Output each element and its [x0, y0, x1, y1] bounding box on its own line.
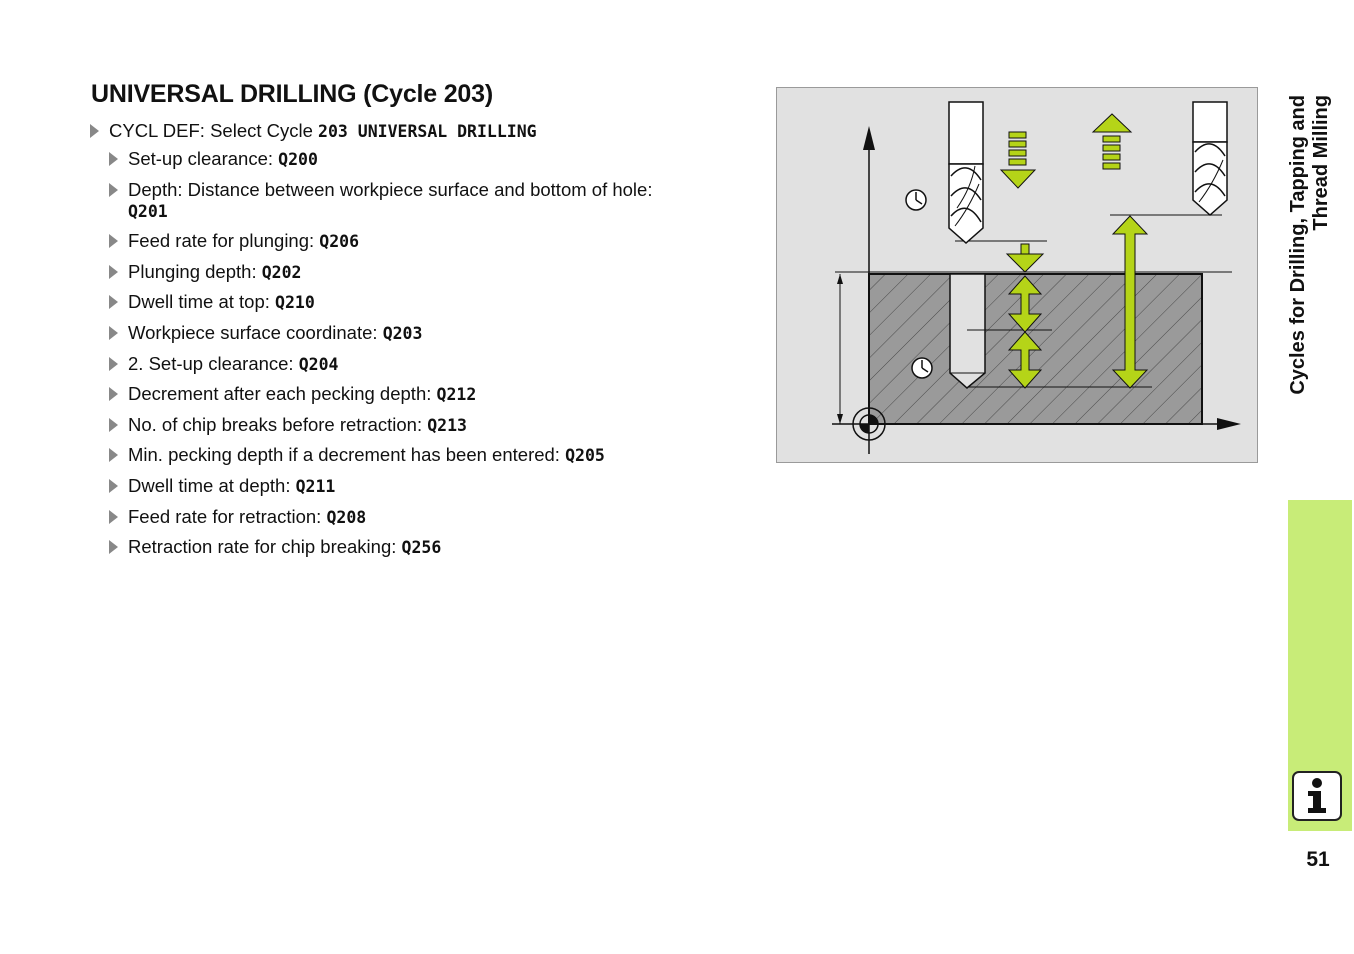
triangle-right-icon — [109, 418, 118, 432]
triangle-right-icon — [109, 152, 118, 166]
triangle-right-icon — [109, 387, 118, 401]
item-code: Q212 — [436, 385, 477, 405]
item-text: Feed rate for retraction: — [128, 505, 327, 527]
parameter-item — [109, 383, 740, 406]
item-code: Q205 — [565, 446, 605, 466]
item-text: 2. Set-up clearance: — [128, 352, 299, 374]
item-text: Set-up clearance: — [128, 148, 279, 169]
parameter-item — [109, 148, 740, 171]
triangle-right-icon — [109, 479, 118, 493]
triangle-right-icon — [109, 265, 118, 279]
triangle-right-icon — [109, 234, 118, 248]
item-code: Q200 — [278, 150, 318, 169]
parameter-item — [109, 536, 740, 559]
triangle-right-icon — [109, 295, 118, 309]
parameter-item — [109, 353, 740, 376]
item-code: Q204 — [298, 354, 339, 374]
page-number: 51 — [1306, 848, 1330, 871]
triangle-right-icon — [109, 183, 118, 197]
item-text: CYCL DEF: Select Cycle — [109, 120, 319, 141]
item-text: Min. pecking depth if a decrement has been entered: — [128, 444, 566, 466]
item-code: Q210 — [275, 293, 315, 313]
x-axis-arrow — [1217, 418, 1241, 430]
dwell-bottom-clock-icon — [912, 358, 932, 378]
parameter-item — [109, 475, 740, 498]
parameter-item — [109, 291, 740, 314]
item-code: Q201 — [128, 201, 168, 221]
item-text: Workpiece surface coordinate: — [128, 321, 383, 343]
item-text: Decrement after each pecking depth: — [128, 383, 437, 405]
triangle-right-icon — [109, 357, 118, 371]
triangle-right-icon — [109, 540, 118, 554]
triangle-right-icon — [109, 326, 118, 340]
chip-break-down-icon — [1001, 132, 1035, 188]
drill-tool-retracted — [1193, 102, 1227, 215]
drill-tool-plunging — [949, 102, 983, 243]
dwell-top-clock-icon — [906, 190, 926, 210]
item-text: Dwell time at depth: — [128, 474, 296, 496]
triangle-right-icon — [90, 124, 99, 138]
parameter-item — [109, 230, 740, 253]
parameter-item — [109, 414, 740, 437]
item-code: Q256 — [401, 538, 442, 558]
parameter-item — [109, 179, 740, 223]
triangle-right-icon — [109, 510, 118, 524]
parameter-item — [109, 444, 740, 467]
item-code: Q211 — [295, 476, 336, 496]
item-text: Dwell time at top: — [128, 291, 276, 313]
item-code: Q202 — [261, 262, 302, 282]
item-text: Plunging depth: — [128, 260, 262, 282]
item-text: Depth: Distance between workpiece surface and bottom of hole: — [128, 178, 653, 200]
item-code: 203 UNIVERSAL DRILLING — [318, 122, 537, 141]
item-text: No. of chip breaks before retraction: — [128, 413, 428, 435]
item-code: Q203 — [382, 323, 423, 343]
chip-break-up-icon — [1093, 114, 1131, 169]
info-icon[interactable] — [1292, 771, 1342, 821]
item-text: Retraction rate for chip breaking: — [128, 536, 402, 558]
setup-clearance-arrow — [1007, 244, 1043, 272]
triangle-right-icon — [109, 448, 118, 462]
info-glyph — [1303, 777, 1331, 815]
parameter-item — [109, 322, 740, 345]
z-axis-arrow — [863, 126, 875, 150]
cycle-def-item — [90, 120, 740, 143]
parameter-list — [90, 120, 740, 567]
item-code: Q213 — [427, 415, 467, 435]
item-code: Q206 — [319, 232, 360, 252]
page-title: UNIVERSAL DRILLING (Cycle 203) — [91, 80, 493, 108]
parameter-item — [109, 261, 740, 284]
chapter-tab — [1283, 95, 1343, 465]
cycle-diagram — [776, 87, 1258, 463]
parameter-item — [109, 506, 740, 529]
item-code: Q208 — [326, 507, 367, 527]
chapter-title: Cycles for Drilling, Tapping and Thread Milling — [1287, 95, 1332, 395]
item-text: Feed rate for plunging: — [128, 230, 320, 252]
cycle-diagram-svg — [777, 88, 1259, 464]
drilled-hole — [950, 274, 985, 388]
